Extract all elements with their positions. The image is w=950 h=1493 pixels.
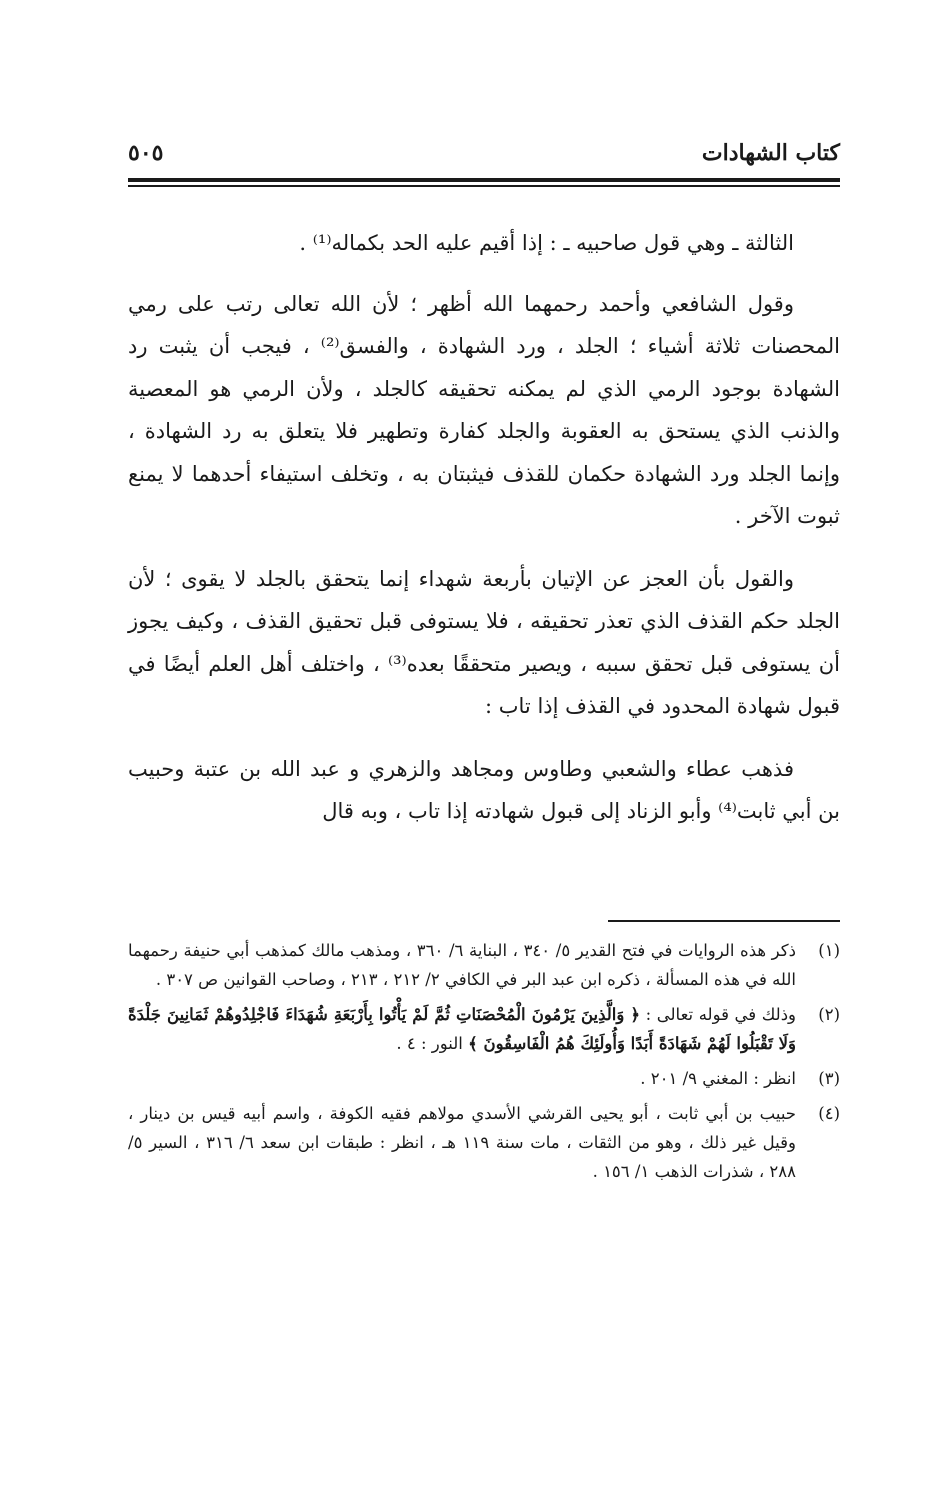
footnote-separator (608, 920, 840, 922)
paragraph: فذهب عطاء والشعبي وطاوس ومجاهد والزهري و عبد الله بن عتبة وحبيب بن أبي ثابت⁽⁴⁾ وأبو الزناد إلى قبول شهادته إذا تاب ، وبه قال (128, 756, 840, 823)
header-rule-thick (128, 178, 840, 182)
paragraph: وقول الشافعي وأحمد رحمهما الله أظهر ؛ لأن الله تعالى رتب على رمي المحصنات ثلاثة أشياء ؛ الجلد ، ورد الشهادة ، والفسق⁽²⁾ ، فيجب أن يثبت رد الشهادة بوجود الرمي الذي لم يمكنه تحقيقه كالجلد ، ولأن الرمي هو المعصية والذنب الذي يستحق به العقوبة والجلد كفارة وتطهير فلا يتعلق به رد الشهادة ، وإنما الجلد ورد الشهادة حكمان للقذف فيثبتان به ، وتخلف استيفاء أحدهما لا يمنع ثبوت الآخر . (128, 291, 840, 528)
footnote-text: انظر : المغني ٩/ ٢٠١ . (640, 1069, 796, 1088)
footnote-intro: وذلك في قوله تعالى : (645, 1005, 797, 1024)
footnote (128, 1099, 840, 1186)
paragraph: الثالثة ـ وهي قول صاحبيه ـ : إذا أقيم عليه الحد بكماله⁽¹⁾ . (299, 231, 794, 255)
footnote-number: (٣) (818, 1069, 840, 1088)
footnote-text: حبيب بن أبي ثابت ، أبو يحيى القرشي الأسدي مولاهم فقيه الكوفة ، واسم أبيه قيس بن دينار ، وقيل غير ذلك ، وهو من الثقات ، مات سنة ١١٩ هـ ، انظر : طبقات ابن سعد ٦/ ٣١٦ ، السير ٥/ ٢٨٨ ، شذرات الذهب ١/ ١٥٦ . (128, 1104, 796, 1181)
footnote-number: (١) (818, 941, 840, 960)
quran-verse: ﴿ وَالَّذِينَ يَرْمُونَ الْمُحْصَنَاتِ ثُمَّ لَمْ يَأْتُوا بِأَرْبَعَةِ شُهَدَاءَ فَاجْلِدُوهُمْ ثَمَانِينَ جَلْدَةً وَلَا تَقْبَلُوا لَهُمْ شَهَادَةً أَبَدًا وَأُولَئِكَ هُمُ الْفَاسِقُونَ ﴾ (128, 1005, 796, 1053)
footnote-text: ذكر هذه الروايات في فتح القدير ٥/ ٣٤٠ ، البناية ٦/ ٣٦٠ ، ومذهب مالك كمذهب أبي حنيفة رحمهما الله في هذه المسألة ، ذكره ابن عبد البر في الكافي ٢/ ٢١٢ ، ٢١٣ ، وصاحب القوانين ص ٣٠٧ . (128, 941, 796, 989)
chapter-title: كتاب الشهادات (701, 140, 840, 166)
main-text (128, 222, 840, 853)
footnote-number: (٤) (818, 1104, 840, 1123)
footnote (128, 1064, 840, 1093)
paragraph: والقول بأن العجز عن الإتيان بأربعة شهداء إنما يتحقق بالجلد لا يقوى ؛ لأن الجلد حكم القذف الذي تعذر تحقيقه ، فلا يستوفى قبل تحقيق القذف ، وكيف يجوز أن يستوفى قبل تحقق سببه ، ويصير متحققًا بعده⁽³⁾ ، واختلف أهل العلم أيضًا في قبول شهادة المحدود في القذف إذا تاب : (128, 566, 840, 718)
footnote (128, 1000, 840, 1058)
footnote-reference: النور : ٤ . (396, 1034, 463, 1053)
footnotes (128, 936, 840, 1192)
running-header (128, 140, 840, 174)
footnote-number: (٢) (818, 1005, 840, 1024)
footnote (128, 936, 840, 994)
header-rule-thin (128, 185, 840, 187)
page-number: ٥٠٥ (128, 140, 164, 166)
